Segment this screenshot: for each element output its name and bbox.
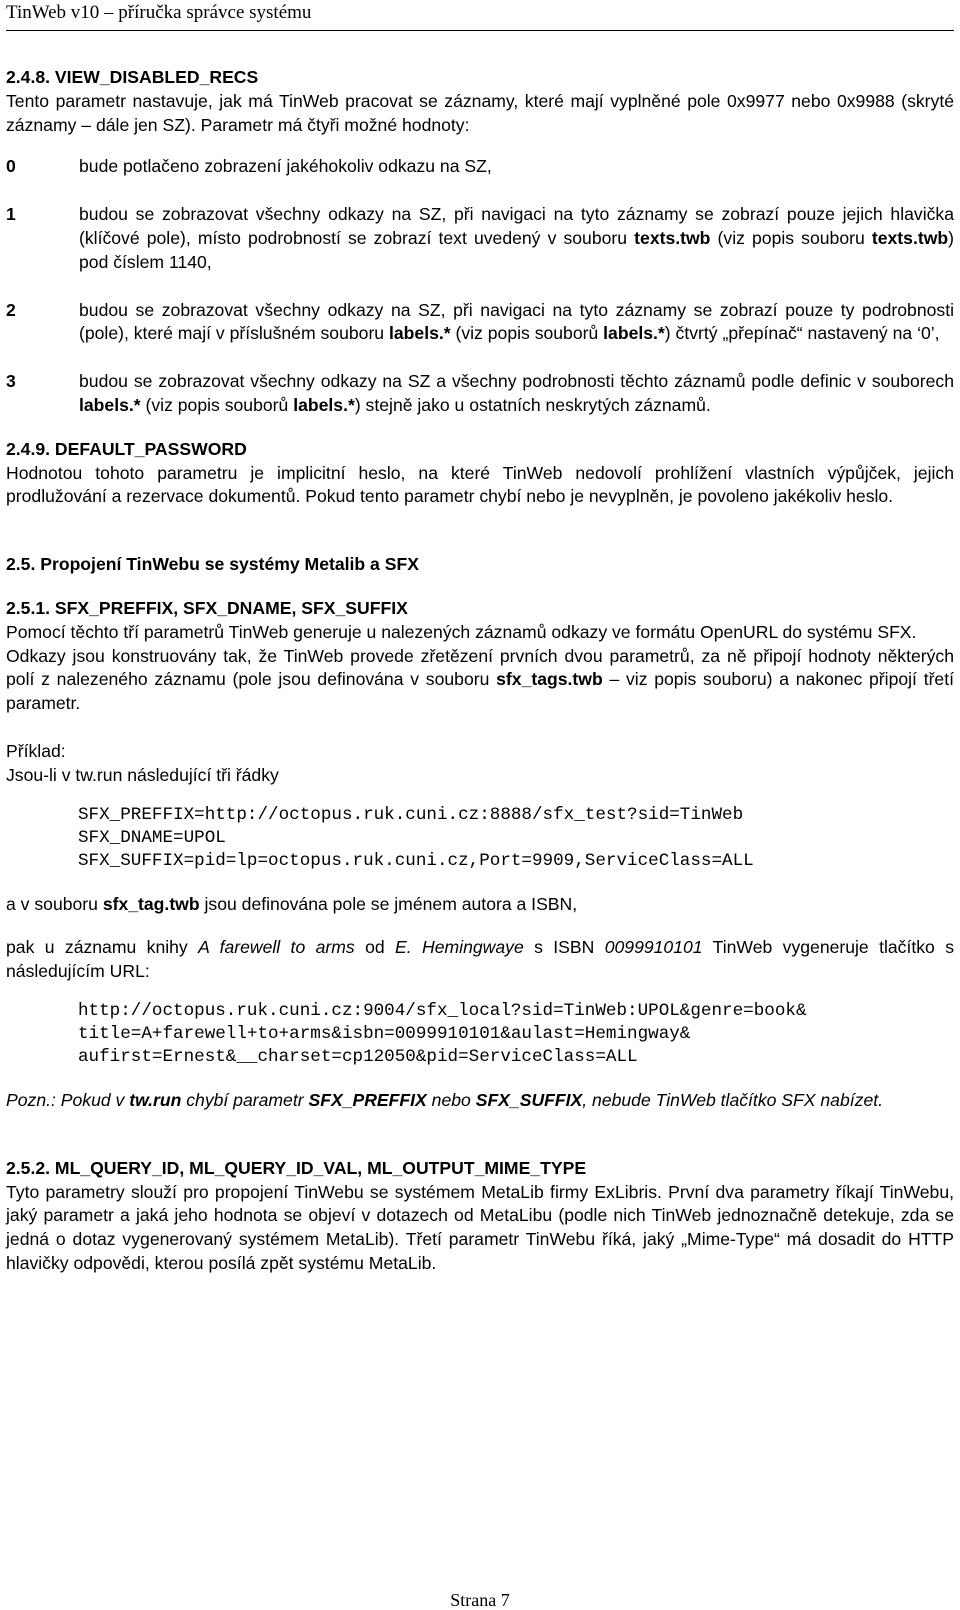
list-item-text	[79, 203, 954, 274]
text-run: nebo	[426, 1089, 476, 1110]
section-heading-2-5-1: 2.5.1. SFX_PREFFIX, SFX_DNAME, SFX_SUFFIX	[6, 597, 408, 618]
isbn: 0099910101	[604, 937, 703, 958]
text-run: ) čtvrtý „přepínač“ nastavený na ‘0’,	[664, 323, 940, 344]
code-line: SFX_DNAME=UPOL	[78, 827, 226, 848]
parameter-name: SFX_PREFFIX	[308, 1089, 427, 1110]
text-run: – viz popis souboru) a nakonec připojí třetí parametr.	[6, 669, 954, 714]
text-run: ) stejně jako u ostatních neskrytých záznamů.	[354, 394, 711, 415]
text-run: Odkazy jsou konstruovány tak, že TinWeb provede zřetězení prvních dvou parametrů, za ně připojí hodnoty některých polí z nalezeného záznamu (pole jsou definována v souboru	[6, 645, 954, 690]
note	[6, 1089, 954, 1113]
filename: tw.run	[129, 1089, 182, 1110]
code-line: SFX_PREFFIX=http://octopus.ruk.cuni.cz:8888/sfx_test?sid=TinWeb	[78, 804, 744, 825]
section-heading-2-4-8: 2.4.8. VIEW_DISABLED_RECS	[6, 67, 259, 87]
author-name: E. Hemingwaye	[395, 937, 524, 958]
paragraph	[6, 645, 954, 716]
text-run: TinWeb vygeneruje tlačítko s následujícím URL:	[6, 937, 954, 982]
text-run: budou se zobrazovat všechny odkazy na SZ, při navigaci na tyto záznamy se zobrazí pouze ty podrobnosti (pole), které mají v příslušném souboru	[79, 299, 954, 344]
text-run: budou se zobrazovat všechny odkazy na SZ a všechny podrobnosti těchto záznamů podle definic v souborech	[79, 371, 954, 392]
section-text-2-4-9: Hodnotou tohoto parametru je implicitní heslo, na které TinWeb nedovolí prohlížení vlastních výpůjček, jejich prodlužování a rezervace dokumentů. Pokud tento parametr chybí nebo je nevyplněn, je povoleno jakékoliv heslo.	[6, 462, 954, 507]
section-heading-2-4-9: 2.4.9. DEFAULT_PASSWORD	[6, 438, 247, 459]
filename: texts.twb	[871, 227, 949, 248]
page-content	[6, 66, 954, 1276]
filename: labels.*	[79, 394, 141, 415]
section-text-2-5-2: Tyto parametry slouží pro propojení TinWebu se systémem MetaLib firmy ExLibris. První dva parametry říkají TinWebu, jaký parametr a jaká jeho hodnota se objeví v dotazech od MetaLibu (podle nich TinWeb jednoznačně detekuje, zda se jedná o dotaz vygenerovaný systémem MetaLib). Třetí parametr TinWebu říká, jaký „Mime-Type“ má dosadit do HTTP hlavičky odpovědi, kterou posílá zpět systému MetaLib.	[6, 1181, 954, 1273]
text-run: budou se zobrazovat všechny odkazy na SZ, při navigaci na tyto záznamy se zobrazí pouze jejich hlavička (klíčové pole), místo podrobností se zobrazí text uvedený v souboru	[79, 204, 954, 248]
list-item-text: bude potlačeno zobrazení jakéhokoliv odkazu na SZ,	[79, 156, 492, 177]
filename: labels.*	[293, 394, 355, 415]
book-title: A farewell to arms	[198, 937, 355, 958]
list-item	[6, 299, 954, 347]
text-run: a v souboru	[6, 893, 103, 914]
list-item-number: 1	[6, 204, 16, 225]
filename: labels.*	[603, 323, 665, 344]
code-line: aufirst=Ernest&__charset=cp12050&pid=ServiceClass=ALL	[78, 1046, 638, 1067]
list-item	[6, 155, 954, 179]
text-run: jsou definována pole se jménem autora a ISBN,	[199, 893, 578, 914]
text-run: (viz popis souborů	[140, 394, 294, 415]
text-run: Pozn.: Pokud v	[6, 1089, 130, 1110]
text-run: od	[354, 937, 396, 958]
page-number: Strana 7	[450, 1590, 510, 1610]
filename: sfx_tag.twb	[102, 893, 200, 914]
list-item-text	[79, 299, 954, 347]
paragraph	[6, 893, 954, 917]
list-item-text	[79, 370, 954, 418]
code-line: SFX_SUFFIX=pid=lp=octopus.ruk.cuni.cz,Port=9909,ServiceClass=ALL	[78, 850, 754, 871]
text-run: s ISBN	[523, 937, 605, 958]
code-line: http://octopus.ruk.cuni.cz:9004/sfx_local?sid=TinWeb:UPOL&genre=book&	[78, 1000, 807, 1021]
paragraph	[6, 936, 954, 984]
section-intro-2-4-8: Tento parametr nastavuje, jak má TinWeb pracovat se záznamy, které mají vyplněné pole 0x9977 nebo 0x9988 (skryté záznamy – dále jen SZ). Parametr má čtyři možné hodnoty:	[6, 90, 954, 135]
code-block-config	[78, 804, 954, 873]
text-run: (viz popis souboru	[710, 227, 872, 248]
list-item-number: 0	[6, 156, 16, 177]
code-line: title=A+farewell+to+arms&isbn=0099910101&aulast=Hemingway&	[78, 1023, 691, 1044]
example-label: Příklad:	[6, 740, 66, 761]
code-block-url	[78, 1000, 954, 1069]
parameter-name: SFX_SUFFIX	[475, 1089, 583, 1110]
page-header: TinWeb v10 – příručka správce systému	[6, 0, 954, 31]
section-heading-2-5: 2.5. Propojení TinWebu se systémy Metalib a SFX	[6, 554, 419, 575]
list-item	[6, 203, 954, 274]
filename: texts.twb	[634, 227, 711, 248]
text-run: chybí parametr	[181, 1089, 309, 1110]
paragraph: Pomocí těchto tří parametrů TinWeb generuje u nalezených záznamů odkazy ve formátu OpenURL do systému SFX.	[6, 621, 917, 642]
list-item-number: 3	[6, 371, 16, 392]
list-item	[6, 370, 954, 418]
text-run: , nebude TinWeb tlačítko SFX nabízet.	[582, 1089, 884, 1110]
list-item-number: 2	[6, 299, 16, 320]
text-run: pak u záznamu knihy	[6, 937, 199, 958]
filename: sfx_tags.twb	[496, 669, 603, 690]
example-intro: Jsou-li v tw.run následující tři řádky	[6, 764, 279, 785]
section-heading-2-5-2: 2.5.2. ML_QUERY_ID, ML_QUERY_ID_VAL, ML_OUTPUT_MIME_TYPE	[6, 1157, 587, 1178]
text-run: ) pod číslem 1140,	[79, 227, 954, 272]
text-run: (viz popis souborů	[450, 323, 604, 344]
filename: labels.*	[388, 323, 451, 344]
